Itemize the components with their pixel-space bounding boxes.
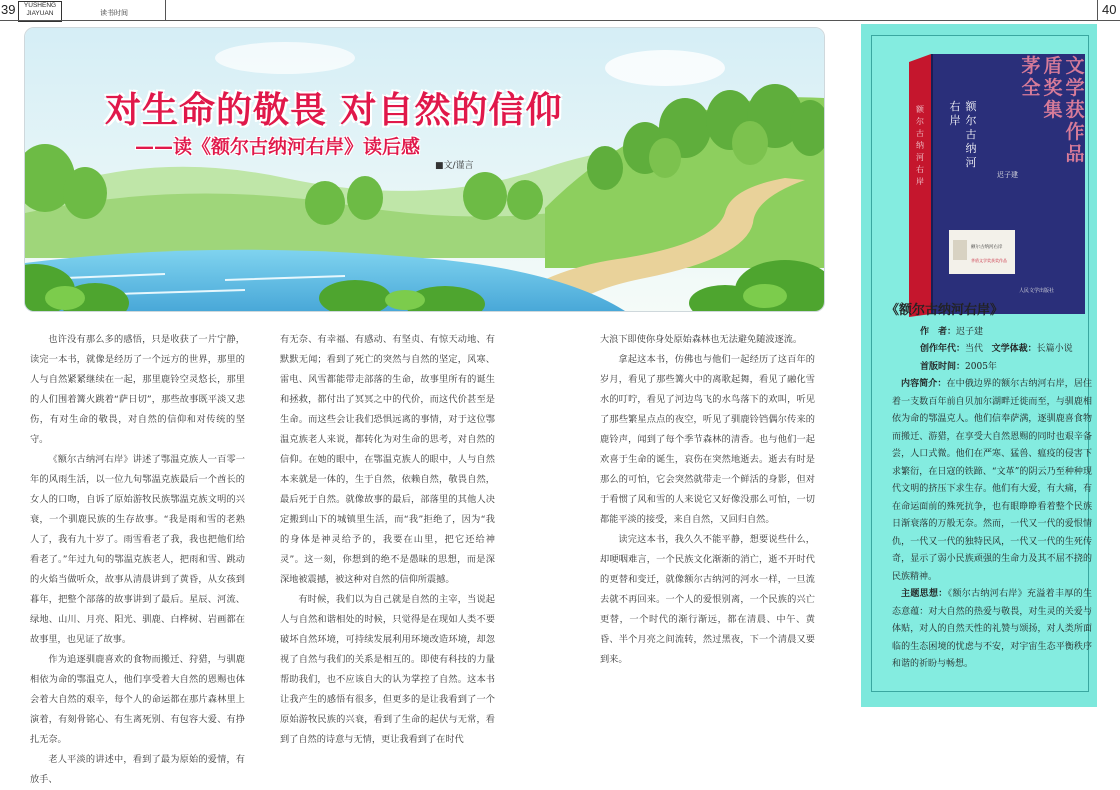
paragraph: 拿起这本书，仿佛也与他们一起经历了这百年的岁月，看见了那些篝火中的离歌起舞，看见了融化雪水的叮咛，看见了河边鸟飞的水鸟落下的欢叫，听见了那些繁星点点的夜空，听见了驯鹿铃铛偶尔传来的鹿铃声，闻到了每个季节森林的清香。也与他们一起欢喜于生命的诞生，哀伤在突然地逝去。逝去有时是那么的可怕，它会突然就带走一个鲜活的身影，但对于看惯了风和雪的人来说它又好像没那么可怕，一切都能平淡的接受，来自自然，又回归自然。: [600, 354, 815, 525]
book-cover-image: [909, 52, 1089, 317]
svg-text:岸: 岸: [916, 177, 924, 186]
page-number-right: 40: [1102, 2, 1117, 17]
paragraph: 《额尔古纳河右岸》讲述了鄂温克族人一百零一年的风雨生活，以一位九旬鄂温克族最后一个酋长的女人的口吻，自诉了原始游牧民族鄂温克族文明的兴衰，一个驯鹿民族的生存故事。“我是雨和雪的老熟人了，我有九十岁了。雨雪看老了我，我也把他们给看老了。”年过九旬的鄂温克族老人，把雨和雪、跳动的火焰当做听众，故事从清晨讲到了黄昏，从女孩到暮年，把整个部落的故事讲到了最后。星辰、河流、绿地、山川、月亮、阳光、驯鹿、白桦树、岩画都在故事里，也见证了故事。: [30, 454, 245, 645]
svg-text:作: 作: [1065, 121, 1085, 143]
era-label: 创作年代：: [920, 344, 966, 354]
article-title: 对生命的敬畏 对自然的信仰: [105, 90, 563, 131]
page-number-left: 39: [1, 2, 16, 17]
svg-text:集: 集: [1043, 99, 1063, 121]
svg-text:尔: 尔: [965, 114, 977, 127]
cover-publisher: 人民文学出版社: [1019, 288, 1055, 294]
author-row: [920, 324, 1092, 342]
header-divider-right: [1097, 0, 1098, 20]
svg-text:额: 额: [916, 105, 924, 114]
paragraph: 老人平淡的讲述中，看到了最为原始的爱情，有放手、: [30, 754, 245, 785]
first-edition-value: 2005年: [965, 361, 997, 372]
svg-text:纳: 纳: [916, 141, 924, 150]
book-info-panel: [861, 24, 1097, 707]
svg-text:盾: 盾: [1043, 55, 1063, 77]
svg-text:古: 古: [965, 128, 977, 141]
summary-label: 内容简介：: [901, 379, 947, 389]
era-value: 当代: [965, 344, 984, 354]
article-subtitle: ——读《额尔古纳河右岸》读后感: [135, 136, 421, 158]
logo-line-2: JIAYUAN: [26, 10, 54, 17]
svg-text:文: 文: [1065, 55, 1085, 77]
author-label: 作 者：: [920, 326, 957, 337]
svg-text:学: 学: [1065, 77, 1085, 99]
article-column-2: [280, 330, 495, 750]
section-title: 读书时间: [100, 9, 128, 17]
svg-text:茅盾文学奖获奖作品: 茅盾文学奖获奖作品: [971, 258, 1007, 263]
svg-text:河: 河: [965, 156, 977, 169]
logo-line-1: YUSHENG: [23, 2, 57, 9]
book-details: [886, 302, 1092, 674]
theme-text: 《额尔古纳河右岸》充溢着丰厚的生态意蕴：对大自然的热爱与敬畏，对生灵的关爱与体贴，对人的自然天性的礼赞与颂扬，对人类所面临的生态困境的忧虑与不安，对宇宙生态平衡秩序和谐的祈盼与畅想。: [892, 589, 1092, 669]
svg-text:额: 额: [965, 100, 977, 113]
byline: ■文/谨言: [435, 161, 474, 171]
landscape-illustration: [25, 28, 824, 311]
article-column-3: [600, 330, 815, 670]
article-column-1: [30, 330, 245, 790]
header-rule: [0, 20, 1120, 21]
genre-label: 文学体裁：: [991, 344, 1037, 354]
era-genre-row: [920, 341, 1092, 359]
svg-text:右: 右: [916, 165, 924, 174]
paragraph: 也许没有那么多的感悟，只是收获了一片宁静，读完一本书，就像是经历了一个远方的世界，那里的人与自然紧紧继续在一起，那里鹿铃空灵悠长，那里的人们围着篝火跳着“萨日切”，那些故事既平淡又悲伤，有对生命的敬畏，对自然的信仰和对传统的坚守。: [30, 334, 245, 445]
svg-text:获: 获: [1065, 99, 1085, 121]
svg-text:额尔古纳河右岸: 额尔古纳河右岸: [971, 245, 1003, 250]
cover-author: 迟子建: [997, 171, 1018, 179]
theme-label: 主题思想：: [901, 589, 948, 599]
header-divider: [165, 0, 166, 20]
genre-value: 长篇小说: [1036, 344, 1073, 354]
summary-paragraph: [892, 376, 1092, 586]
svg-text:品: 品: [1065, 143, 1085, 165]
first-edition-row: [920, 359, 1092, 377]
paragraph: 有无奈、有幸福、有感动、有坚贞、有惊天动地、有默默无闻；看到了死亡的突然与自然的坚定，风寒、雷电、风雪都能带走部落的生命，故事里所有的诞生和拯救，都付出了冥冥之中的代价，而这代价甚至是生命。而这些会让我们恐惧远离的事情，对于这位鄂温克族老人来说，都转化为对生命的思考，对自然的信仰。在她的眼中，在鄂温克族人的眼中，人与自然本来就是一体的，生于自然，依赖自然，敬畏自然，最后死于自然。就像故事的最后，部落里的其他人决定搬到山下的城镇里生活，而“我”拒绝了，因为“我的身体是神灵给予的，我要在山里，把它还给神灵”。这一刻，你想到的绝不是愚昧的思想，而是深深地被震撼，被这种对自然的信仰所震撼。: [280, 334, 495, 585]
svg-text:古: 古: [916, 129, 924, 138]
paragraph: 大浪下即使你身处原始森林也无法避免随波逐流。: [600, 334, 803, 345]
summary-text: 在中俄边界的额尔古纳河右岸，居住着一支数百年前自贝加尔湖畔迁徙而至，与驯鹿相依为命的鄂温克人。他们信奉萨满，逐驯鹿喜食物而搬迁、游猎，在享受大自然恩赐的同时也艰辛备尝，人口式微。他们在严寒、猛兽、瘟疫的侵害下求繁衍，在日寇的铁蹄、“文革”的阴云乃至种种现代文明的挤压下求生存。他们有大爱，有大痛，有在命运面前的殊死抗争，也有眼睁睁看着整个民族日渐衰落的万般无奈。然而，一代又一代的爱恨情仇，一代又一代的独特民风，一代又一代的生死传奇，显示了弱小民族顽强的生命力及其不屈不挠的民族精神。: [892, 379, 1092, 582]
spine-title: [916, 104, 925, 186]
svg-text:岸: 岸: [949, 114, 961, 127]
svg-text:茅: 茅: [1021, 55, 1041, 77]
paragraph: 读完这本书，我久久不能平静，想要说些什么，却哽咽难言，一个民族文化渐渐的消亡，逝不开时代的更替和变迁，就像额尔古纳河的河水一样，一旦流去就不再回来。一个人的爱恨别离，一个民族的兴亡更替，一个时代的渐行渐远，都在清晨、中午、黄昏、半个月亮之间流转，然过黑夜，下一个清晨又要到来。: [600, 534, 815, 665]
author-value: 迟子建: [956, 326, 984, 337]
magazine-logo: [18, 1, 62, 22]
book-info-frame: [871, 35, 1092, 692]
book-title: 《额尔古纳河右岸》: [886, 303, 1004, 318]
svg-text:右: 右: [949, 100, 961, 113]
article-banner: [24, 27, 825, 312]
first-edition-label: 首版时间：: [920, 361, 966, 372]
svg-text:纳: 纳: [965, 142, 977, 155]
paragraph: 作为追逐驯鹿喜欢的食物而搬迁、狩猎，与驯鹿相依为命的鄂温克人，他们享受着大自然的恩赐也体会着大自然的艰辛，每个人的命运都在那片森林里上演着，有刻骨铭心、有生离死别、有包容大爱、有挣扎无奈。: [30, 654, 245, 745]
svg-text:全: 全: [1021, 77, 1041, 99]
svg-text:奖: 奖: [1043, 77, 1063, 99]
svg-text:河: 河: [916, 153, 924, 162]
paragraph: 有时候，我们以为自己就是自然的主宰，当说起人与自然和谐相处的时候，只觉得是在现如人类不要破坏自然环境，可持续发展利用环境改造环境，却忽视了自然与我们的关系是相互的。即使有科技的力量帮助我们，也不应该自大的认为掌控了自然。这本书让我产生的感悟有很多，但更多的是让我看到了一个原始游牧民族的兴衰，看到了生命的起伏与无常，看到了自然的诗意与无情，更让我看到了在时代: [280, 594, 495, 745]
theme-paragraph: [892, 586, 1092, 674]
svg-text:尔: 尔: [916, 117, 924, 126]
